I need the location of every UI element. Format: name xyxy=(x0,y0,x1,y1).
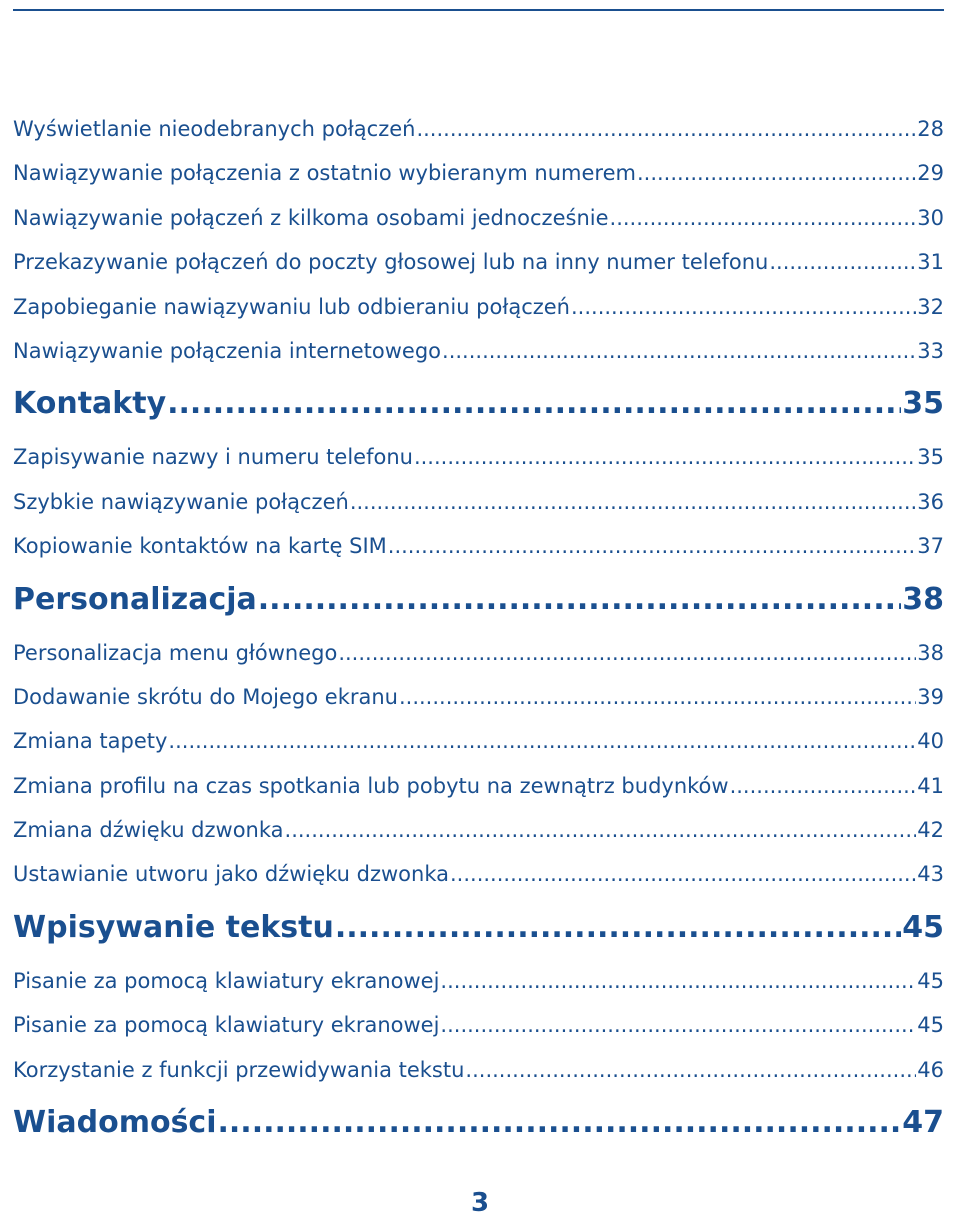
toc-entry[interactable] xyxy=(13,764,944,808)
toc-entry-page: 35 xyxy=(917,445,944,470)
toc-entry-title: Zmiana dźwięku dzwonka xyxy=(13,818,284,843)
toc-entry-page: 40 xyxy=(917,729,944,754)
toc-entry-title: Szybkie nawiązywanie połączeń xyxy=(13,489,349,514)
toc-leader xyxy=(338,631,916,675)
toc-leader xyxy=(350,480,916,524)
toc-entry-page: 30 xyxy=(917,205,944,230)
toc-entry-page: 45 xyxy=(917,1013,944,1038)
toc-entry[interactable] xyxy=(13,480,944,524)
toc-entry[interactable] xyxy=(13,196,944,240)
toc-section[interactable] xyxy=(13,569,944,631)
toc-entry[interactable] xyxy=(13,524,944,568)
toc-entry[interactable] xyxy=(13,631,944,675)
toc-leader xyxy=(285,808,917,852)
toc-entry-title: Personalizacja menu głównego xyxy=(13,640,338,665)
toc-entry-page: 41 xyxy=(917,773,944,798)
toc-entry[interactable] xyxy=(13,285,944,329)
top-rule xyxy=(13,9,944,11)
toc-entry[interactable] xyxy=(13,675,944,719)
toc-leader xyxy=(450,852,916,896)
toc-leader xyxy=(730,764,917,808)
toc-entry-page: 45 xyxy=(917,968,944,993)
toc-leader xyxy=(637,151,916,195)
toc-leader xyxy=(769,240,916,284)
toc-leader xyxy=(218,1092,902,1154)
toc-leader xyxy=(258,569,901,631)
toc-entry-page: 36 xyxy=(917,489,944,514)
toc-entry-title: Zapisywanie nazwy i numeru telefonu xyxy=(13,445,413,470)
toc-entry-page: 32 xyxy=(917,294,944,319)
toc-entry-page: 39 xyxy=(917,684,944,709)
toc-entry-title: Nawiązywanie połączeń z kilkoma osobami jednocześnie xyxy=(13,205,609,230)
toc-entry[interactable] xyxy=(13,808,944,852)
toc-entry[interactable] xyxy=(13,1048,944,1092)
toc-leader xyxy=(571,285,916,329)
toc-entry[interactable] xyxy=(13,151,944,195)
toc-entry-title: Pisanie za pomocą klawiatury ekranowej xyxy=(13,968,440,993)
toc-section[interactable] xyxy=(13,1092,944,1154)
toc-entry-title: Przekazywanie połączeń do poczty głosowej lub na inny numer telefonu xyxy=(13,250,769,275)
toc-entry-page: 37 xyxy=(917,534,944,559)
toc-section-page: 45 xyxy=(902,909,944,945)
table-of-contents xyxy=(13,107,944,1154)
toc-entry[interactable] xyxy=(13,329,944,373)
toc-section[interactable] xyxy=(13,897,944,959)
toc-entry-page: 42 xyxy=(917,818,944,843)
toc-leader xyxy=(414,435,916,479)
toc-entry-title: Ustawianie utworu jako dźwięku dzwonka xyxy=(13,862,449,887)
toc-entry[interactable] xyxy=(13,1003,944,1047)
toc-entry-page: 38 xyxy=(917,640,944,665)
toc-entry-title: Zmiana profilu na czas spotkania lub pobytu na zewnątrz budynków xyxy=(13,773,729,798)
toc-leader xyxy=(388,524,917,568)
toc-leader xyxy=(442,329,916,373)
toc-entry-page: 33 xyxy=(917,338,944,363)
toc-entry-title: Nawiązywanie połączenia z ostatnio wybieranym numerem xyxy=(13,161,636,186)
toc-section-title: Wiadomości xyxy=(13,1105,217,1141)
toc-section-title: Wpisywanie tekstu xyxy=(13,909,334,945)
toc-entry-title: Dodawanie skrótu do Mojego ekranu xyxy=(13,684,398,709)
toc-entry-page: 29 xyxy=(917,161,944,186)
toc-leader xyxy=(399,675,916,719)
toc-entry-title: Nawiązywanie połączenia internetowego xyxy=(13,338,442,363)
toc-leader xyxy=(440,959,916,1003)
toc-leader xyxy=(610,196,917,240)
toc-entry-page: 43 xyxy=(917,862,944,887)
toc-entry-page: 28 xyxy=(917,117,944,141)
toc-entry[interactable] xyxy=(13,435,944,479)
toc-leader xyxy=(168,719,916,763)
page-number: 3 xyxy=(470,1188,490,1218)
toc-entry-title: Wyświetlanie nieodebranych połączeń xyxy=(13,117,416,141)
toc-entry[interactable] xyxy=(13,959,944,1003)
toc-entry-title: Pisanie za pomocą klawiatury ekranowej xyxy=(13,1013,440,1038)
toc-section-page: 38 xyxy=(902,581,944,617)
toc-entry-title: Korzystanie z funkcji przewidywania tekstu xyxy=(13,1057,465,1082)
toc-entry-title: Kopiowanie kontaktów na kartę SIM xyxy=(13,534,387,559)
toc-entry[interactable] xyxy=(13,107,944,151)
toc-section-title: Kontakty xyxy=(13,386,167,422)
toc-section[interactable] xyxy=(13,373,944,435)
toc-leader xyxy=(416,107,916,151)
toc-leader xyxy=(465,1048,916,1092)
toc-leader xyxy=(335,897,901,959)
toc-entry-title: Zmiana tapety xyxy=(13,729,168,754)
toc-section-page: 47 xyxy=(902,1105,944,1141)
toc-entry-title: Zapobieganie nawiązywaniu lub odbieraniu połączeń xyxy=(13,294,570,319)
toc-entry-page: 46 xyxy=(917,1057,944,1082)
toc-section-title: Personalizacja xyxy=(13,581,257,617)
toc-entry-page: 31 xyxy=(917,250,944,275)
toc-entry[interactable] xyxy=(13,719,944,763)
toc-entry[interactable] xyxy=(13,240,944,284)
toc-entry[interactable] xyxy=(13,852,944,896)
toc-section-page: 35 xyxy=(902,386,944,422)
toc-leader xyxy=(440,1003,916,1047)
toc-leader xyxy=(167,373,901,435)
